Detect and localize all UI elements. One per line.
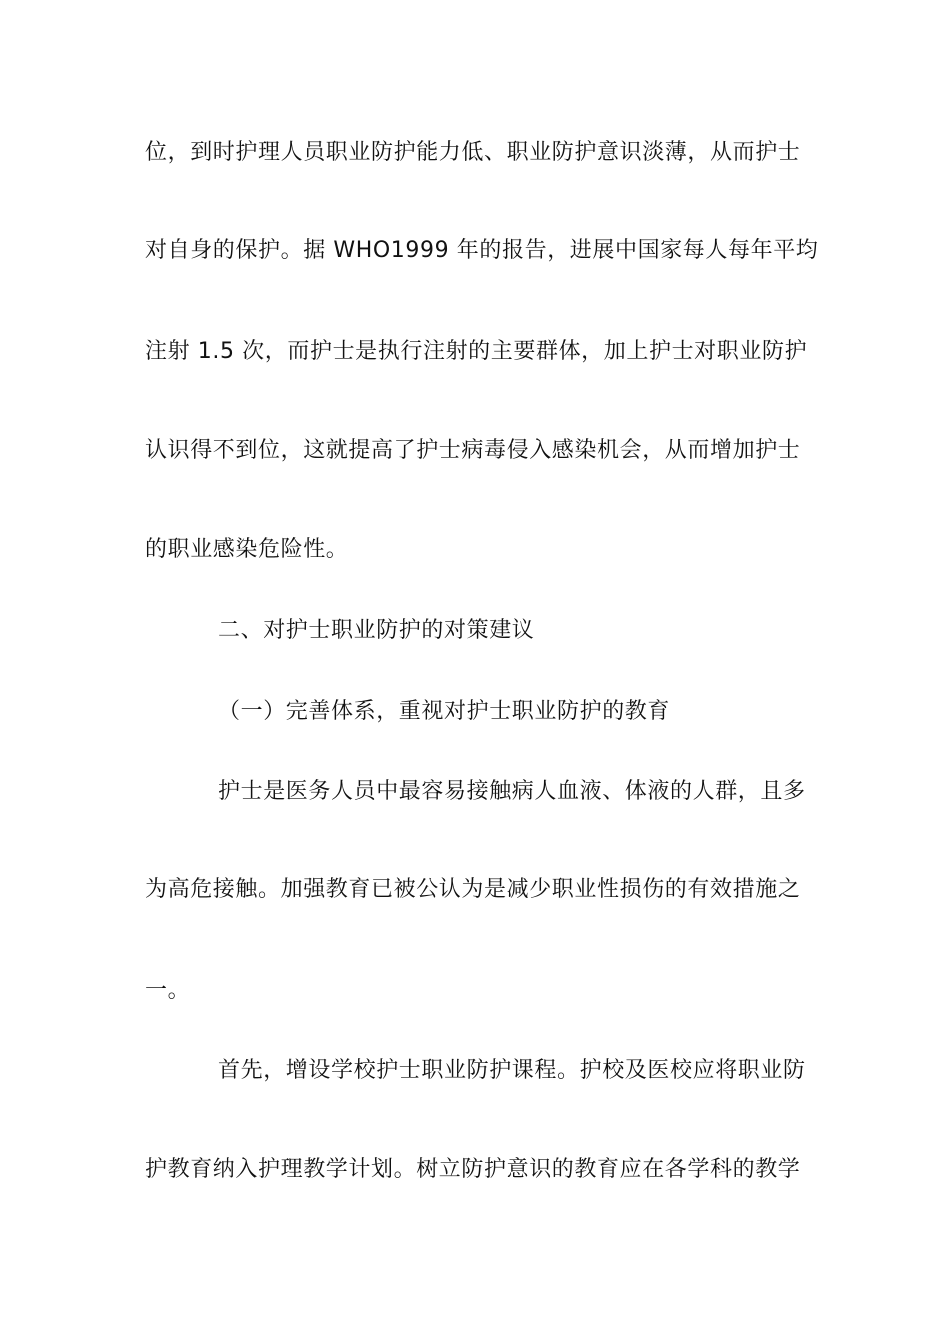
paragraph-line: 护教育纳入护理教学计划。树立防护意识的教育应在各学科的教学 — [145, 1157, 801, 1182]
paragraph-line: 的职业感染危险性。 — [145, 537, 349, 562]
paragraph-line: 为高危接触。加强教育已被公认为是减少职业性损伤的有效措施之 — [145, 877, 801, 902]
section-heading: 二、对护士职业防护的对策建议 — [218, 618, 535, 643]
paragraph-line: 注射 1.5 次，而护士是执行注射的主要群体，加上护士对职业防护 — [145, 339, 808, 364]
paragraph-line: 位，到时护理人员职业防护能力低、职业防护意识淡薄，从而护士 — [145, 140, 801, 165]
subsection-heading: （一）完善体系，重视对护士职业防护的教育 — [218, 699, 671, 724]
paragraph-line: 对自身的保护。据 WHO1999 年的报告，进展中国家每人每年平均 — [145, 238, 819, 263]
paragraph-line: 一。 — [145, 978, 191, 1003]
paragraph-line: 认识得不到位，这就提高了护士病毒侵入感染机会，从而增加护士 — [145, 438, 801, 463]
paragraph-line: 护士是医务人员中最容易接触病人血液、体液的人群，且多 — [218, 779, 806, 804]
paragraph-line: 首先，增设学校护士职业防护课程。护校及医校应将职业防 — [218, 1058, 806, 1083]
